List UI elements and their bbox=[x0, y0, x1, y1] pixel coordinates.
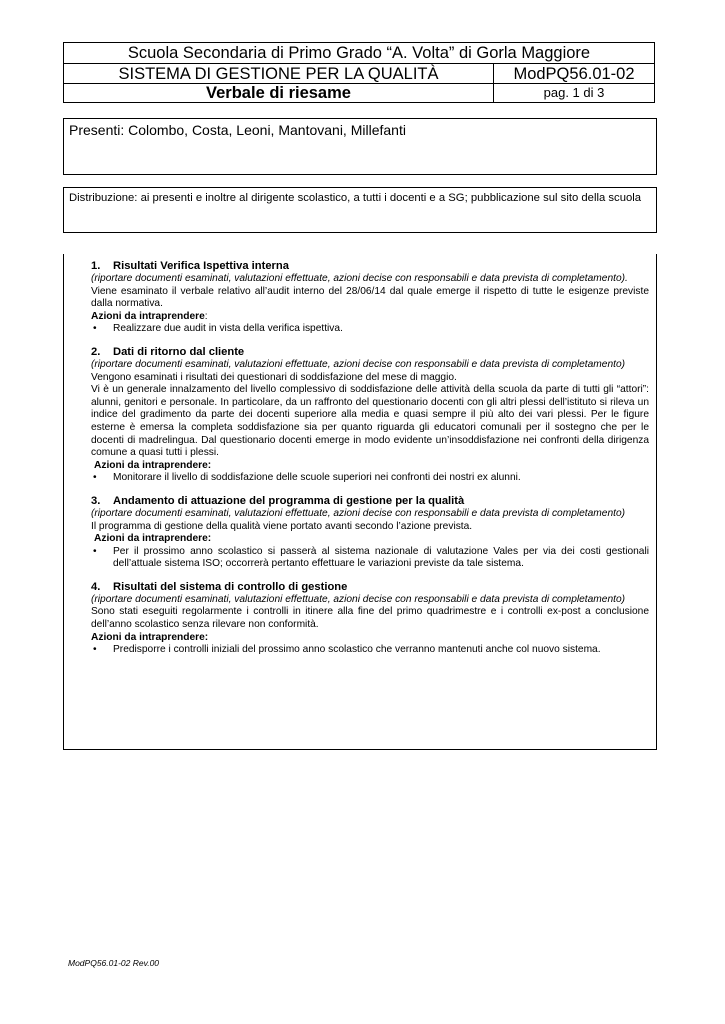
distribution-box bbox=[63, 187, 657, 233]
actions-label: Azioni da intraprendere: bbox=[94, 459, 212, 471]
section-number: 2. bbox=[91, 345, 101, 358]
section-title-text: Risultati del sistema di controllo di gestione bbox=[113, 580, 348, 593]
footer-revision: ModPQ56.01-02 Rev.00 bbox=[68, 958, 160, 968]
actions-label: Azioni da intraprendere: bbox=[94, 533, 212, 545]
page-number: pag. 1 di 3 bbox=[543, 85, 605, 100]
section-title-text: Andamento di attuazione del programma di gestione per la qualità bbox=[113, 494, 465, 507]
attendees-box bbox=[63, 118, 657, 175]
header-row-system bbox=[64, 64, 654, 84]
section-body-text: Vi è un generale innalzamento del livello complessivo di soddisfazione delle attività della scuola da parte di tutti gli “attori”: alunni, genitori e personale. In particolare, da un raffronto del questionario docenti con gli altri plessi dell’istituto si rileva un indice del gradimento da parte dei docenti superiore alla media e quasi sempre il più alto dei vari plessi. Per le figure esterne è emersa la completa soddisfazione sia per quanto riguarda gli educatori comunali per il sostegno che per le docenti di madrelingua. Dal questionario docenti emerge in modo evidente un’insoddisfazione nei confronti della dirigenza comune a quasi tutti i plessi. bbox=[91, 384, 649, 459]
section-4 bbox=[91, 580, 649, 657]
section-1 bbox=[91, 259, 649, 336]
section-instruction-note: (riportare documenti esaminati, valutazioni effettuate, azioni decise con responsabili e data prevista di completamento) bbox=[91, 507, 625, 519]
school-name: Scuola Secondaria di Primo Grado “A. Volta” di Gorla Maggiore bbox=[64, 43, 654, 64]
bullet-icon: • bbox=[93, 323, 97, 335]
section-instruction-note: (riportare documenti esaminati, valutazioni effettuate, azioni decise con responsabili e data prevista di completamento) bbox=[91, 358, 625, 370]
section-title bbox=[91, 494, 649, 508]
actions-heading bbox=[91, 311, 649, 324]
section-body-text: Sono stati eseguiti regolarmente i controlli in itinere alla fine del primo quadrimestre e i controlli ex-post a conclusione dell’anno scolastico senza rilevare non conformità. bbox=[91, 606, 649, 631]
action-text: Realizzare due audit in vista della verifica ispettiva. bbox=[113, 323, 343, 335]
section-title bbox=[91, 259, 649, 273]
section-body-text: Viene esaminato il verbale relativo all’audit interno del 28/06/14 dal quale emerge il rispetto di tutte le esigenze previste dalla normativa. bbox=[91, 285, 649, 310]
attendees-text: Presenti: Colombo, Costa, Leoni, Mantovani, Millefanti bbox=[69, 122, 406, 138]
action-bullet-item bbox=[91, 644, 649, 657]
action-text: Monitorare il livello di soddisfazione delle scuole superiori nei confronti dei nostri ex alunni. bbox=[113, 472, 521, 484]
section-title-text: Risultati Verifica Ispettiva interna bbox=[113, 260, 289, 272]
action-bullet-item bbox=[91, 323, 649, 336]
bullet-icon: • bbox=[93, 545, 97, 557]
section-instruction-note: (riportare documenti esaminati, valutazioni effettuate, azioni decise con responsabili e data prevista di completamento). bbox=[91, 273, 628, 284]
section-title-text: Dati di ritorno dal cliente bbox=[113, 345, 245, 358]
section-3 bbox=[91, 494, 649, 571]
section-title bbox=[91, 345, 649, 359]
section-body-text: Il programma di gestione della qualità viene portato avanti secondo l’azione prevista. bbox=[91, 520, 473, 532]
header-row-title bbox=[64, 84, 654, 102]
action-text: Per il prossimo anno scolastico si passerà al sistema nazionale di valutazione Vales per via dei costi gestionali dell’attuale sistema ISO; occorrerà pertanto effettuare le variazioni previste da tale sistema. bbox=[113, 545, 649, 570]
bullet-icon: • bbox=[93, 644, 97, 656]
module-code: ModPQ56.01-02 bbox=[513, 65, 635, 83]
section-number: 3. bbox=[91, 494, 101, 507]
section-instruction-note: (riportare documenti esaminati, valutazioni effettuate, azioni decise con responsabili e data prevista di completamento) bbox=[91, 593, 625, 605]
action-text: Predisporre i controlli iniziali del prossimo anno scolastico che verranno mantenuti anche col nuovo sistema. bbox=[113, 644, 601, 656]
section-title bbox=[91, 580, 649, 594]
actions-colon: : bbox=[204, 310, 208, 322]
action-bullet-item bbox=[91, 546, 649, 571]
action-bullet-item bbox=[91, 472, 649, 485]
distribution-text: Distribuzione: ai presenti e inoltre al dirigente scolastico, a tutti i docenti e a SG; pubblicazione sul sito della scuola bbox=[69, 192, 642, 204]
minutes-content bbox=[91, 259, 649, 666]
section-number: 1. bbox=[91, 260, 101, 272]
section-number: 4. bbox=[91, 580, 101, 593]
actions-label: Azioni da intraprendere: bbox=[91, 631, 209, 643]
actions-label: Azioni da intraprendere bbox=[91, 310, 205, 322]
bullet-icon: • bbox=[93, 472, 97, 484]
section-2 bbox=[91, 345, 649, 485]
document-title: Verbale di riesame bbox=[64, 84, 494, 102]
quality-system-title: SISTEMA DI GESTIONE PER LA QUALITÀ bbox=[64, 64, 494, 83]
document-header bbox=[63, 42, 655, 103]
section-body-text: Vengono esaminati i risultati dei questionari di soddisfazione del mese di maggio. bbox=[91, 371, 457, 383]
